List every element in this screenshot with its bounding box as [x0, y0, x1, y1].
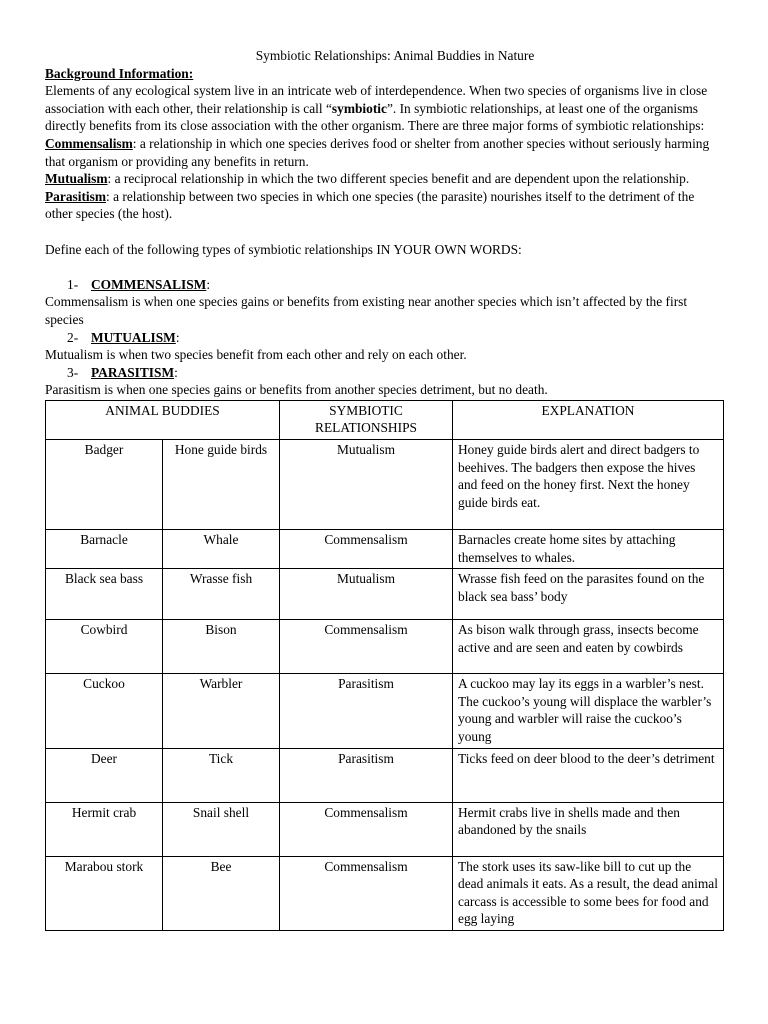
animal-buddies-table [45, 400, 724, 931]
relationship-cell: Commensalism [280, 802, 453, 856]
form-term: Mutualism [45, 171, 108, 187]
animal-a-cell: Badger [46, 440, 163, 530]
animal-a-cell: Deer [46, 748, 163, 802]
table-row [46, 620, 724, 674]
background-intro [45, 82, 725, 135]
explanation-cell: A cuckoo may lay its eggs in a warbler’s nest. The cuckoo’s young will displace the warbler’s young and warbler will raise the cuckoo’s young [453, 674, 724, 748]
relationship-cell: Parasitism [280, 748, 453, 802]
form-term: Parasitism [45, 188, 106, 204]
animal-b-cell: Whale [163, 530, 280, 569]
definition-colon: : [174, 364, 178, 380]
table-header-row [46, 400, 724, 439]
animal-a-cell: Cuckoo [46, 674, 163, 748]
definition-number: 3- [67, 364, 79, 380]
header-explanation: EXPLANATION [453, 400, 724, 439]
table-row [46, 748, 724, 802]
definition-answer-mutualism: Mutualism is when two species benefit from each other and rely on each other. [45, 347, 467, 363]
definition-label-commensalism [67, 276, 725, 294]
explanation-cell: The stork uses its saw-like bill to cut up the dead animals it eats. As a result, the dead animal carcass is accessible to some bees for food and egg laying [453, 856, 724, 930]
intro-text-2: ”. In symbiotic relationships, at least one of the organisms directly benefits from its close association with the other organism. There are three major forms of symbiotic relationships: [45, 100, 705, 134]
animal-b-cell: Bison [163, 620, 280, 674]
page-title: Symbiotic Relationships: Animal Buddies in Nature [255, 48, 535, 63]
animal-b-cell: Tick [163, 748, 280, 802]
table-row [46, 569, 724, 620]
header-animal-buddies: ANIMAL BUDDIES [46, 400, 280, 439]
definition-answer-parasitism: Parasitism is when one species gains or benefits from another species detriment, but no death. [45, 382, 548, 398]
table-row [46, 530, 724, 569]
explanation-cell: As bison walk through grass, insects become active and are seen and eaten by cowbirds [453, 620, 724, 674]
table-row [46, 674, 724, 748]
table-row [46, 856, 724, 930]
definition-label-mutualism [67, 329, 725, 347]
animal-b-cell: Warbler [163, 674, 280, 748]
table-row [46, 440, 724, 530]
definition-term: MUTUALISM [91, 329, 176, 345]
spacer [45, 223, 725, 241]
spacer [45, 258, 725, 276]
background-heading: Background Information: [45, 65, 194, 81]
animal-b-cell: Bee [163, 856, 280, 930]
animal-a-cell: Hermit crab [46, 802, 163, 856]
definition-answer-commensalism: Commensalism is when one species gains or benefits from existing near another species which isn’t affected by the first species [45, 294, 688, 327]
definition-colon: : [206, 276, 211, 292]
animal-a-cell: Marabou stork [46, 856, 163, 930]
explanation-cell: Barnacles create home sites by attaching themselves to whales. [453, 530, 724, 569]
animal-b-cell: Snail shell [163, 802, 280, 856]
intro-bold-term: symbiotic [331, 100, 387, 116]
animal-b-cell: Hone guide birds [163, 440, 280, 530]
explanation-cell: Honey guide birds alert and direct badgers to beehives. The badgers then expose the hives and feed on the honey first. Next the honey guide birds eat. [453, 440, 724, 530]
relationship-cell: Mutualism [280, 569, 453, 620]
definition-number: 1- [67, 276, 79, 292]
document-content [45, 47, 725, 931]
animal-a-cell: Black sea bass [46, 569, 163, 620]
relationship-cell: Commensalism [280, 620, 453, 674]
explanation-cell: Ticks feed on deer blood to the deer’s detriment [453, 748, 724, 802]
form-definition: : a reciprocal relationship in which the two different species benefit and are dependent upon the relationship. [107, 171, 690, 187]
definition-term: COMMENSALISM [91, 276, 207, 292]
intro-text-1: Elements of any ecological system live in an intricate web of interdependence. When two species of organisms live in close association with each other, their relationship is call “ [45, 83, 708, 116]
instruction-text: Define each of the following types of symbiotic relationships IN YOUR OWN WORDS: [45, 241, 522, 257]
explanation-cell: Hermit crabs live in shells made and then abandoned by the snails [453, 802, 724, 856]
definition-number: 2- [67, 329, 79, 345]
definition-label-parasitism [67, 364, 725, 382]
explanation-cell: Wrasse fish feed on the parasites found on the black sea bass’ body [453, 569, 724, 620]
definition-term: PARASITISM [91, 364, 175, 380]
relationship-cell: Commensalism [280, 530, 453, 569]
form-term: Commensalism [45, 135, 133, 151]
definition-colon: : [175, 329, 180, 345]
form-mutualism [45, 170, 725, 188]
form-definition: : a relationship between two species in which one species (the parasite) nourishes itself to the detriment of the other species (the host). [45, 188, 695, 222]
relationship-cell: Commensalism [280, 856, 453, 930]
table-row [46, 802, 724, 856]
animal-b-cell: Wrasse fish [163, 569, 280, 620]
relationship-cell: Parasitism [280, 674, 453, 748]
relationship-cell: Mutualism [280, 440, 453, 530]
form-commensalism [45, 135, 725, 170]
animal-a-cell: Barnacle [46, 530, 163, 569]
form-parasitism [45, 188, 725, 223]
header-symbiotic-relationships: SYMBIOTIC RELATIONSHIPS [280, 400, 453, 439]
animal-a-cell: Cowbird [46, 620, 163, 674]
form-definition: : a relationship in which one species derives food or shelter from another species without seriously harming that organism or providing any benefits in return. [45, 135, 710, 169]
